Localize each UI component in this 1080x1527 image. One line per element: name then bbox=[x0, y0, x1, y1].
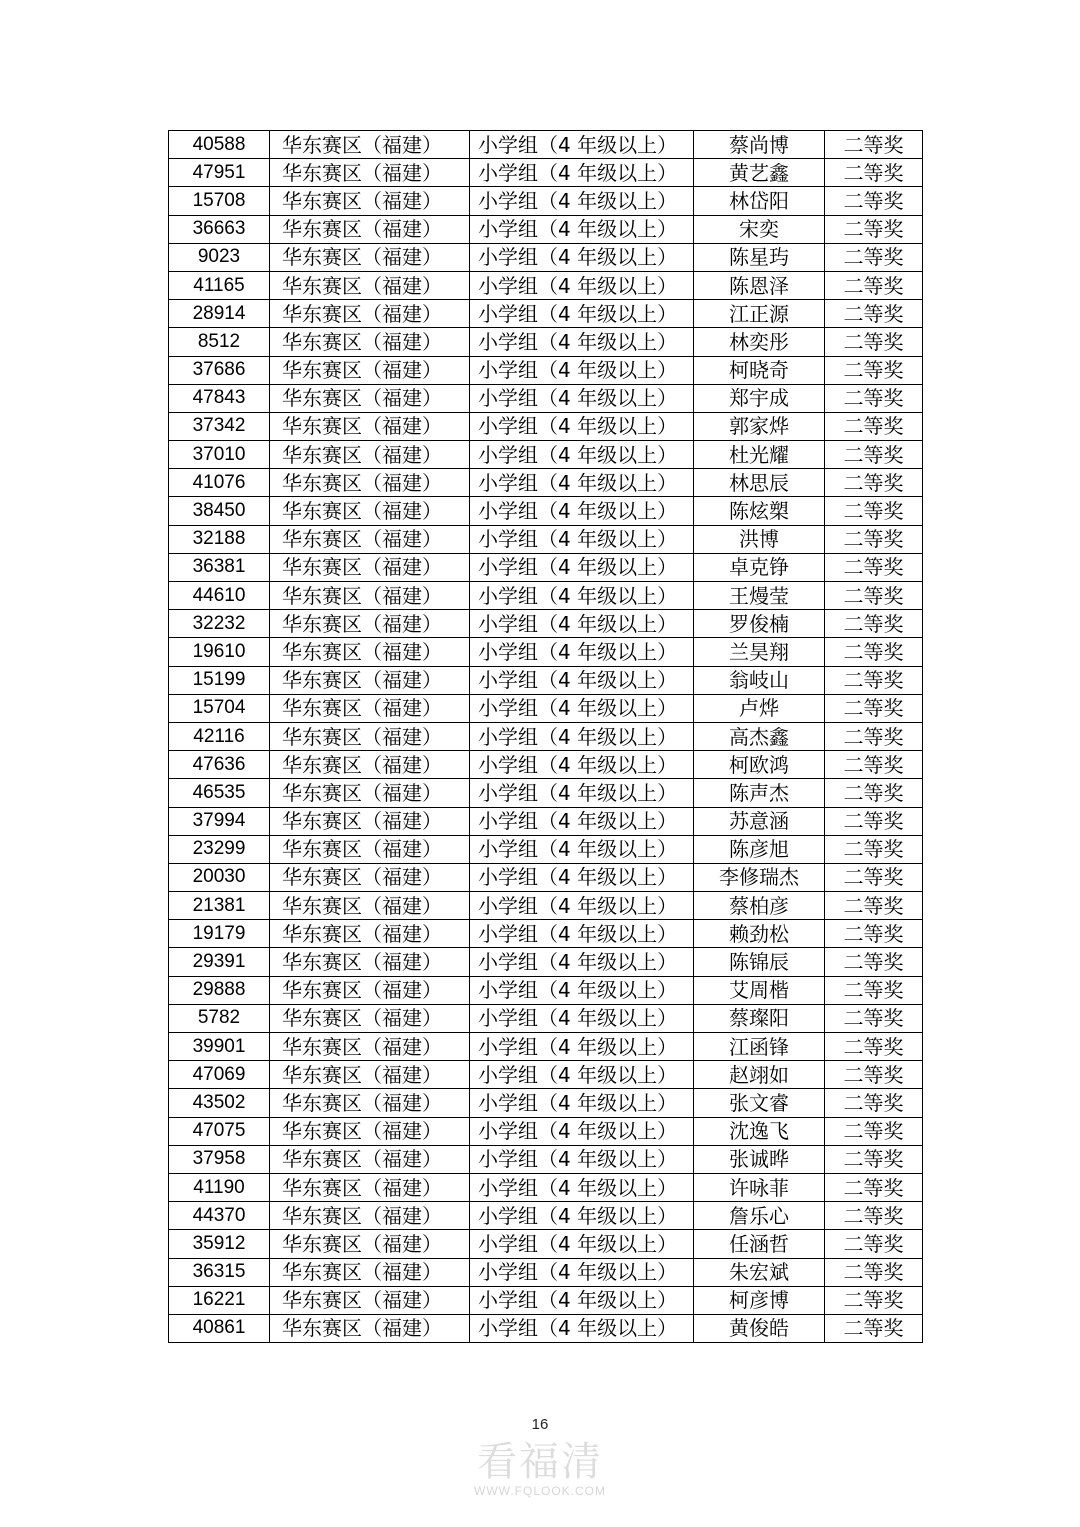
cell-name: 陈声杰 bbox=[694, 779, 825, 807]
cell-award: 二等奖 bbox=[825, 1145, 923, 1173]
table-row bbox=[169, 1004, 923, 1032]
cell-region: 华东赛区（福建） bbox=[270, 1117, 470, 1145]
cell-group: 小学组（4 年级以上） bbox=[470, 1117, 694, 1145]
cell-award: 二等奖 bbox=[825, 412, 923, 440]
cell-award: 二等奖 bbox=[825, 1061, 923, 1089]
cell-region: 华东赛区（福建） bbox=[270, 1145, 470, 1173]
cell-award: 二等奖 bbox=[825, 187, 923, 215]
cell-id: 47843 bbox=[169, 384, 270, 412]
cell-name: 宋奕 bbox=[694, 215, 825, 243]
cell-id: 23299 bbox=[169, 835, 270, 863]
cell-award: 二等奖 bbox=[825, 638, 923, 666]
cell-award: 二等奖 bbox=[825, 694, 923, 722]
cell-name: 陈彦旭 bbox=[694, 835, 825, 863]
cell-name: 高杰鑫 bbox=[694, 722, 825, 750]
cell-region: 华东赛区（福建） bbox=[270, 807, 470, 835]
cell-group: 小学组（4 年级以上） bbox=[470, 441, 694, 469]
table-row bbox=[169, 553, 923, 581]
cell-group: 小学组（4 年级以上） bbox=[470, 1061, 694, 1089]
cell-name: 陈星玙 bbox=[694, 243, 825, 271]
cell-award: 二等奖 bbox=[825, 722, 923, 750]
cell-id: 47951 bbox=[169, 159, 270, 187]
cell-group: 小学组（4 年级以上） bbox=[470, 863, 694, 891]
cell-award: 二等奖 bbox=[825, 1202, 923, 1230]
cell-id: 20030 bbox=[169, 863, 270, 891]
cell-region: 华东赛区（福建） bbox=[270, 412, 470, 440]
cell-award: 二等奖 bbox=[825, 1286, 923, 1314]
cell-award: 二等奖 bbox=[825, 271, 923, 299]
cell-region: 华东赛区（福建） bbox=[270, 976, 470, 1004]
cell-group: 小学组（4 年级以上） bbox=[470, 835, 694, 863]
table-row bbox=[169, 863, 923, 891]
cell-group: 小学组（4 年级以上） bbox=[470, 1286, 694, 1314]
cell-id: 19179 bbox=[169, 920, 270, 948]
cell-name: 柯彦博 bbox=[694, 1286, 825, 1314]
cell-id: 44610 bbox=[169, 582, 270, 610]
table-row bbox=[169, 159, 923, 187]
cell-region: 华东赛区（福建） bbox=[270, 243, 470, 271]
cell-group: 小学组（4 年级以上） bbox=[470, 722, 694, 750]
cell-name: 柯晓奇 bbox=[694, 356, 825, 384]
table-row bbox=[169, 441, 923, 469]
table-row bbox=[169, 835, 923, 863]
cell-award: 二等奖 bbox=[825, 328, 923, 356]
cell-name: 任涵哲 bbox=[694, 1230, 825, 1258]
cell-group: 小学组（4 年级以上） bbox=[470, 1004, 694, 1032]
cell-group: 小学组（4 年级以上） bbox=[470, 807, 694, 835]
table-row bbox=[169, 300, 923, 328]
cell-id: 37342 bbox=[169, 412, 270, 440]
cell-region: 华东赛区（福建） bbox=[270, 1230, 470, 1258]
cell-id: 8512 bbox=[169, 328, 270, 356]
cell-region: 华东赛区（福建） bbox=[270, 384, 470, 412]
cell-group: 小学组（4 年级以上） bbox=[470, 638, 694, 666]
table-row bbox=[169, 751, 923, 779]
cell-id: 36315 bbox=[169, 1258, 270, 1286]
table-row bbox=[169, 948, 923, 976]
table-row bbox=[169, 356, 923, 384]
cell-group: 小学组（4 年级以上） bbox=[470, 1033, 694, 1061]
cell-id: 37010 bbox=[169, 441, 270, 469]
awards-table-body bbox=[169, 131, 923, 1343]
table-row bbox=[169, 1258, 923, 1286]
table-row bbox=[169, 469, 923, 497]
cell-group: 小学组（4 年级以上） bbox=[470, 666, 694, 694]
cell-group: 小学组（4 年级以上） bbox=[470, 751, 694, 779]
cell-award: 二等奖 bbox=[825, 920, 923, 948]
cell-id: 19610 bbox=[169, 638, 270, 666]
cell-name: 黄俊皓 bbox=[694, 1314, 825, 1342]
watermark-text: 看福清 bbox=[477, 1439, 603, 1485]
cell-name: 赖劲松 bbox=[694, 920, 825, 948]
cell-group: 小学组（4 年级以上） bbox=[470, 215, 694, 243]
cell-name: 沈逸飞 bbox=[694, 1117, 825, 1145]
table-row bbox=[169, 666, 923, 694]
cell-name: 苏意涵 bbox=[694, 807, 825, 835]
cell-name: 蔡尚博 bbox=[694, 131, 825, 159]
table-row bbox=[169, 412, 923, 440]
cell-name: 陈炫槊 bbox=[694, 497, 825, 525]
cell-region: 华东赛区（福建） bbox=[270, 835, 470, 863]
cell-region: 华东赛区（福建） bbox=[270, 892, 470, 920]
cell-name: 翁岐山 bbox=[694, 666, 825, 694]
cell-name: 林岱阳 bbox=[694, 187, 825, 215]
cell-group: 小学组（4 年级以上） bbox=[470, 1258, 694, 1286]
cell-award: 二等奖 bbox=[825, 835, 923, 863]
cell-region: 华东赛区（福建） bbox=[270, 722, 470, 750]
cell-id: 39901 bbox=[169, 1033, 270, 1061]
cell-id: 41165 bbox=[169, 271, 270, 299]
cell-award: 二等奖 bbox=[825, 215, 923, 243]
cell-name: 兰昊翔 bbox=[694, 638, 825, 666]
table-row bbox=[169, 187, 923, 215]
cell-group: 小学组（4 年级以上） bbox=[470, 469, 694, 497]
table-row bbox=[169, 892, 923, 920]
cell-id: 37994 bbox=[169, 807, 270, 835]
cell-id: 41076 bbox=[169, 469, 270, 497]
cell-region: 华东赛区（福建） bbox=[270, 187, 470, 215]
watermark-logo bbox=[440, 1440, 640, 1498]
cell-group: 小学组（4 年级以上） bbox=[470, 1230, 694, 1258]
cell-group: 小学组（4 年级以上） bbox=[470, 497, 694, 525]
table-row bbox=[169, 525, 923, 553]
cell-region: 华东赛区（福建） bbox=[270, 920, 470, 948]
cell-region: 华东赛区（福建） bbox=[270, 948, 470, 976]
cell-group: 小学组（4 年级以上） bbox=[470, 356, 694, 384]
table-row bbox=[169, 722, 923, 750]
cell-group: 小学组（4 年级以上） bbox=[470, 328, 694, 356]
cell-region: 华东赛区（福建） bbox=[270, 666, 470, 694]
cell-award: 二等奖 bbox=[825, 779, 923, 807]
cell-name: 柯欧鸿 bbox=[694, 751, 825, 779]
cell-id: 32232 bbox=[169, 610, 270, 638]
cell-region: 华东赛区（福建） bbox=[270, 356, 470, 384]
cell-id: 9023 bbox=[169, 243, 270, 271]
cell-region: 华东赛区（福建） bbox=[270, 271, 470, 299]
cell-id: 46535 bbox=[169, 779, 270, 807]
cell-group: 小学组（4 年级以上） bbox=[470, 920, 694, 948]
cell-region: 华东赛区（福建） bbox=[270, 131, 470, 159]
cell-group: 小学组（4 年级以上） bbox=[470, 1314, 694, 1342]
cell-name: 王熳莹 bbox=[694, 582, 825, 610]
cell-id: 47069 bbox=[169, 1061, 270, 1089]
cell-group: 小学组（4 年级以上） bbox=[470, 1173, 694, 1201]
table-row bbox=[169, 1145, 923, 1173]
watermark-url: WWW.FQLOOK.COM bbox=[474, 1484, 606, 1498]
cell-group: 小学组（4 年级以上） bbox=[470, 159, 694, 187]
table-row bbox=[169, 328, 923, 356]
cell-award: 二等奖 bbox=[825, 892, 923, 920]
cell-name: 陈锦辰 bbox=[694, 948, 825, 976]
cell-name: 黄艺鑫 bbox=[694, 159, 825, 187]
table-row bbox=[169, 131, 923, 159]
cell-region: 华东赛区（福建） bbox=[270, 159, 470, 187]
cell-award: 二等奖 bbox=[825, 610, 923, 638]
cell-award: 二等奖 bbox=[825, 863, 923, 891]
cell-name: 艾周楷 bbox=[694, 976, 825, 1004]
cell-name: 陈恩泽 bbox=[694, 271, 825, 299]
cell-id: 47636 bbox=[169, 751, 270, 779]
cell-award: 二等奖 bbox=[825, 948, 923, 976]
table-row bbox=[169, 271, 923, 299]
cell-region: 华东赛区（福建） bbox=[270, 1061, 470, 1089]
cell-region: 华东赛区（福建） bbox=[270, 610, 470, 638]
cell-group: 小学组（4 年级以上） bbox=[470, 384, 694, 412]
cell-award: 二等奖 bbox=[825, 976, 923, 1004]
cell-award: 二等奖 bbox=[825, 525, 923, 553]
cell-id: 40861 bbox=[169, 1314, 270, 1342]
table-row bbox=[169, 1173, 923, 1201]
cell-region: 华东赛区（福建） bbox=[270, 582, 470, 610]
cell-group: 小学组（4 年级以上） bbox=[470, 976, 694, 1004]
cell-name: 江函锋 bbox=[694, 1033, 825, 1061]
cell-region: 华东赛区（福建） bbox=[270, 215, 470, 243]
page-number: 16 bbox=[531, 1416, 549, 1433]
cell-name: 赵翊如 bbox=[694, 1061, 825, 1089]
cell-id: 40588 bbox=[169, 131, 270, 159]
cell-group: 小学组（4 年级以上） bbox=[470, 948, 694, 976]
cell-name: 许咏菲 bbox=[694, 1173, 825, 1201]
cell-award: 二等奖 bbox=[825, 666, 923, 694]
table-row bbox=[169, 243, 923, 271]
cell-award: 二等奖 bbox=[825, 1258, 923, 1286]
cell-award: 二等奖 bbox=[825, 1033, 923, 1061]
cell-name: 李修瑞杰 bbox=[694, 863, 825, 891]
cell-award: 二等奖 bbox=[825, 497, 923, 525]
cell-id: 36381 bbox=[169, 553, 270, 581]
cell-id: 15704 bbox=[169, 694, 270, 722]
cell-group: 小学组（4 年级以上） bbox=[470, 412, 694, 440]
table-row bbox=[169, 1089, 923, 1117]
cell-region: 华东赛区（福建） bbox=[270, 300, 470, 328]
cell-id: 44370 bbox=[169, 1202, 270, 1230]
cell-name: 张文睿 bbox=[694, 1089, 825, 1117]
cell-id: 15199 bbox=[169, 666, 270, 694]
cell-region: 华东赛区（福建） bbox=[270, 1286, 470, 1314]
table-row bbox=[169, 1286, 923, 1314]
cell-region: 华东赛区（福建） bbox=[270, 328, 470, 356]
table-row bbox=[169, 1061, 923, 1089]
cell-group: 小学组（4 年级以上） bbox=[470, 300, 694, 328]
cell-award: 二等奖 bbox=[825, 384, 923, 412]
cell-id: 15708 bbox=[169, 187, 270, 215]
cell-region: 华东赛区（福建） bbox=[270, 1089, 470, 1117]
cell-award: 二等奖 bbox=[825, 553, 923, 581]
cell-group: 小学组（4 年级以上） bbox=[470, 131, 694, 159]
cell-award: 二等奖 bbox=[825, 1089, 923, 1117]
cell-name: 张诚晔 bbox=[694, 1145, 825, 1173]
cell-group: 小学组（4 年级以上） bbox=[470, 243, 694, 271]
cell-name: 卓克铮 bbox=[694, 553, 825, 581]
cell-id: 29391 bbox=[169, 948, 270, 976]
table-row bbox=[169, 920, 923, 948]
cell-award: 二等奖 bbox=[825, 751, 923, 779]
cell-award: 二等奖 bbox=[825, 356, 923, 384]
cell-id: 21381 bbox=[169, 892, 270, 920]
cell-award: 二等奖 bbox=[825, 131, 923, 159]
cell-name: 江正源 bbox=[694, 300, 825, 328]
cell-region: 华东赛区（福建） bbox=[270, 525, 470, 553]
table-row bbox=[169, 215, 923, 243]
cell-group: 小学组（4 年级以上） bbox=[470, 610, 694, 638]
table-row bbox=[169, 384, 923, 412]
table-row bbox=[169, 807, 923, 835]
cell-group: 小学组（4 年级以上） bbox=[470, 892, 694, 920]
cell-name: 郑宇成 bbox=[694, 384, 825, 412]
awards-table bbox=[168, 130, 923, 1343]
cell-region: 华东赛区（福建） bbox=[270, 441, 470, 469]
cell-id: 35912 bbox=[169, 1230, 270, 1258]
cell-region: 华东赛区（福建） bbox=[270, 1314, 470, 1342]
table-row bbox=[169, 694, 923, 722]
cell-region: 华东赛区（福建） bbox=[270, 497, 470, 525]
cell-name: 卢烨 bbox=[694, 694, 825, 722]
cell-id: 43502 bbox=[169, 1089, 270, 1117]
cell-region: 华东赛区（福建） bbox=[270, 751, 470, 779]
table-row bbox=[169, 1230, 923, 1258]
cell-region: 华东赛区（福建） bbox=[270, 1202, 470, 1230]
cell-name: 詹乐心 bbox=[694, 1202, 825, 1230]
cell-region: 华东赛区（福建） bbox=[270, 1173, 470, 1201]
cell-id: 28914 bbox=[169, 300, 270, 328]
table-row bbox=[169, 976, 923, 1004]
cell-id: 37686 bbox=[169, 356, 270, 384]
table-row bbox=[169, 1314, 923, 1342]
cell-group: 小学组（4 年级以上） bbox=[470, 1202, 694, 1230]
cell-id: 37958 bbox=[169, 1145, 270, 1173]
cell-award: 二等奖 bbox=[825, 469, 923, 497]
cell-award: 二等奖 bbox=[825, 1230, 923, 1258]
cell-region: 华东赛区（福建） bbox=[270, 469, 470, 497]
cell-award: 二等奖 bbox=[825, 243, 923, 271]
cell-region: 华东赛区（福建） bbox=[270, 1258, 470, 1286]
cell-name: 林思辰 bbox=[694, 469, 825, 497]
cell-group: 小学组（4 年级以上） bbox=[470, 553, 694, 581]
table-row bbox=[169, 1117, 923, 1145]
cell-group: 小学组（4 年级以上） bbox=[470, 582, 694, 610]
cell-award: 二等奖 bbox=[825, 1117, 923, 1145]
cell-region: 华东赛区（福建） bbox=[270, 638, 470, 666]
table-row bbox=[169, 497, 923, 525]
cell-award: 二等奖 bbox=[825, 159, 923, 187]
cell-region: 华东赛区（福建） bbox=[270, 779, 470, 807]
cell-id: 5782 bbox=[169, 1004, 270, 1032]
cell-region: 华东赛区（福建） bbox=[270, 1004, 470, 1032]
cell-id: 47075 bbox=[169, 1117, 270, 1145]
cell-id: 42116 bbox=[169, 722, 270, 750]
cell-region: 华东赛区（福建） bbox=[270, 863, 470, 891]
cell-group: 小学组（4 年级以上） bbox=[470, 187, 694, 215]
table-row bbox=[169, 638, 923, 666]
cell-group: 小学组（4 年级以上） bbox=[470, 694, 694, 722]
cell-id: 32188 bbox=[169, 525, 270, 553]
cell-name: 罗俊楠 bbox=[694, 610, 825, 638]
cell-name: 朱宏斌 bbox=[694, 1258, 825, 1286]
table-row bbox=[169, 1033, 923, 1061]
cell-group: 小学组（4 年级以上） bbox=[470, 525, 694, 553]
cell-award: 二等奖 bbox=[825, 441, 923, 469]
cell-id: 38450 bbox=[169, 497, 270, 525]
cell-name: 杜光耀 bbox=[694, 441, 825, 469]
table-row bbox=[169, 1202, 923, 1230]
table-row bbox=[169, 779, 923, 807]
table-row bbox=[169, 610, 923, 638]
cell-region: 华东赛区（福建） bbox=[270, 553, 470, 581]
cell-award: 二等奖 bbox=[825, 1314, 923, 1342]
cell-name: 郭家烨 bbox=[694, 412, 825, 440]
cell-name: 蔡柏彦 bbox=[694, 892, 825, 920]
cell-award: 二等奖 bbox=[825, 582, 923, 610]
cell-group: 小学组（4 年级以上） bbox=[470, 271, 694, 299]
cell-award: 二等奖 bbox=[825, 1173, 923, 1201]
cell-region: 华东赛区（福建） bbox=[270, 694, 470, 722]
cell-group: 小学组（4 年级以上） bbox=[470, 1089, 694, 1117]
cell-group: 小学组（4 年级以上） bbox=[470, 779, 694, 807]
cell-group: 小学组（4 年级以上） bbox=[470, 1145, 694, 1173]
cell-award: 二等奖 bbox=[825, 807, 923, 835]
cell-name: 林奕彤 bbox=[694, 328, 825, 356]
cell-region: 华东赛区（福建） bbox=[270, 1033, 470, 1061]
cell-id: 29888 bbox=[169, 976, 270, 1004]
cell-id: 41190 bbox=[169, 1173, 270, 1201]
cell-name: 蔡璨阳 bbox=[694, 1004, 825, 1032]
cell-award: 二等奖 bbox=[825, 1004, 923, 1032]
cell-award: 二等奖 bbox=[825, 300, 923, 328]
cell-id: 36663 bbox=[169, 215, 270, 243]
cell-name: 洪博 bbox=[694, 525, 825, 553]
cell-id: 16221 bbox=[169, 1286, 270, 1314]
table-row bbox=[169, 582, 923, 610]
